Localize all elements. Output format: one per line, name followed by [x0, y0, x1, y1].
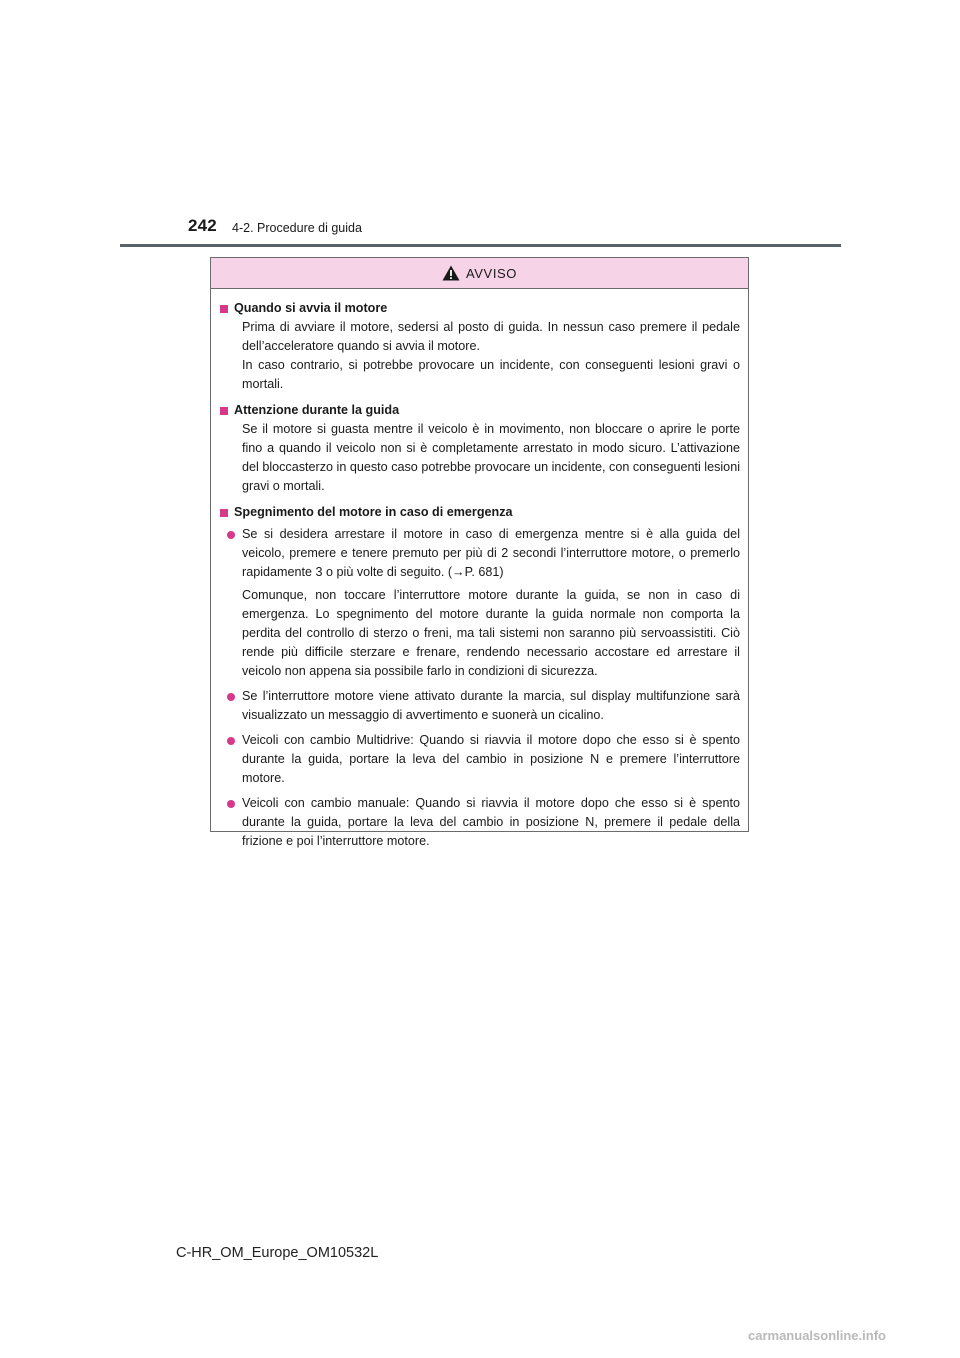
warning-body [211, 289, 748, 851]
warning-item [219, 503, 740, 851]
circle-bullet-icon [227, 531, 235, 539]
section-title: 4-2. Procedure di guida [232, 221, 362, 235]
warning-title: AVVISO [465, 265, 518, 281]
circle-bullet-icon [227, 737, 235, 745]
circle-bullet-icon [227, 800, 235, 808]
watermark: carmanualsonline.info [748, 1328, 886, 1343]
bullet-text: Veicoli con cambio Multidrive: Quando si riavvia il motore dopo che esso si è spento durante la guida, portare la leva del cambio in posizione N e premere l’interruttore motore. [242, 733, 740, 785]
warning-box [210, 257, 749, 848]
list-item [219, 687, 740, 725]
warning-item [219, 401, 740, 496]
square-bullet-icon [220, 407, 228, 415]
bullet-text: Se si desidera arrestare il motore in caso di emergenza mentre si è alla guida del veicolo, premere e tenere premuto per più di 2 secondi l’interruttore motore, o premerlo rapidamente 3 o più volte di seguito. (→P. 681) [242, 527, 740, 579]
warning-header [211, 258, 748, 289]
square-bullet-icon [220, 509, 228, 517]
bullet-text: Se l’interruttore motore viene attivato durante la marcia, sul display multifunzione sarà visualizzato un messaggio di avvertimento e suonerà un cicalino. [242, 689, 740, 722]
list-item [219, 525, 740, 582]
item-heading: Attenzione durante la guida [234, 403, 400, 417]
circle-bullet-icon [227, 693, 235, 701]
item-text: Prima di avviare il motore, sedersi al posto di guida. In nessun caso premere il pedale dell’acceleratore quando si avvia il motore. [242, 320, 740, 353]
item-text: Se il motore si guasta mentre il veicolo è in movimento, non bloccare o aprire le porte fino a quando il veicolo non si è completamente arrestato in modo sicuro. L’attivazione del bloccasterzo in questo caso potrebbe provocare un incidente, con conseguenti lesioni gravi o mortali. [242, 422, 740, 493]
item-heading: Quando si avvia il motore [234, 301, 388, 315]
list-item [219, 731, 740, 788]
document-code: C-HR_OM_Europe_OM10532L [176, 1245, 379, 1261]
header-divider [120, 244, 841, 247]
list-item [219, 794, 740, 851]
warning-item [219, 299, 740, 394]
bullet-text: Veicoli con cambio manuale: Quando si riavvia il motore dopo che esso si è spento durante la guida, portare la leva del cambio in posizione N, premere il pedale della frizione e poi l’interruttore motore. [242, 796, 740, 848]
bullet-continuation: Comunque, non toccare l’interruttore motore durante la guida, se non in caso di emergenza. Lo spegnimento del motore durante la guida normale non comporta la perdita del controllo di sterzo o freni, ma tali sistemi non saranno più servoassistiti. Ciò rende più difficile sterzare e frenare, rendendo necessario accostare ed arrestare il veicolo non appena sia possibile farlo in condizioni di sicurezza. [242, 588, 740, 678]
item-text: In caso contrario, si potrebbe provocare un incidente, con conseguenti lesioni gravi o mortali. [242, 358, 740, 391]
item-heading: Spegnimento del motore in caso di emergenza [234, 505, 513, 519]
warning-triangle-icon [442, 265, 460, 281]
page-number: 242 [188, 216, 217, 235]
square-bullet-icon [220, 305, 228, 313]
